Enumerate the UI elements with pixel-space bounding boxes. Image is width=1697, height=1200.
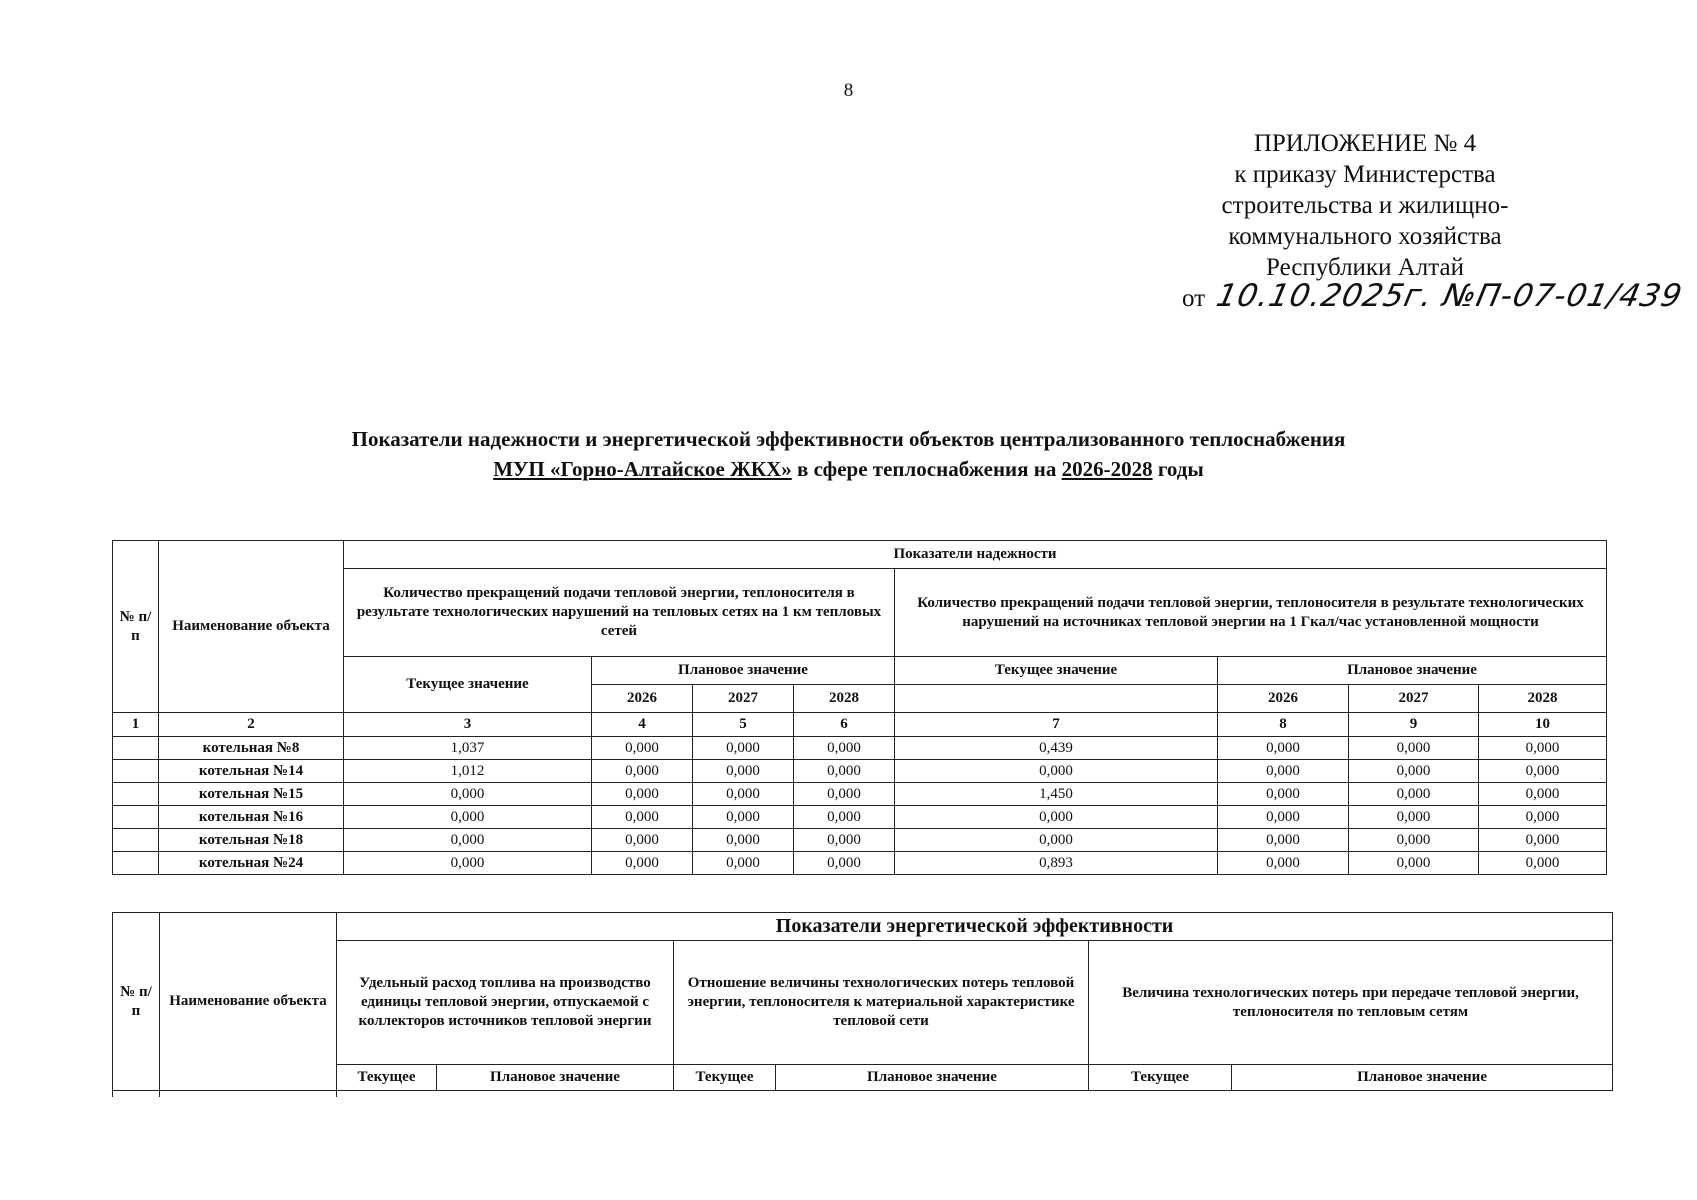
efficiency-table — [112, 912, 1613, 1097]
table-cut — [776, 1091, 1089, 1097]
value-cell: 0,000 — [794, 829, 895, 852]
object-name: котельная №24 — [159, 852, 344, 875]
column-number: 1 — [113, 713, 159, 737]
row-number — [113, 806, 159, 829]
value-cell: 0,000 — [794, 737, 895, 760]
header-year: 2028 — [1479, 685, 1607, 713]
table-cut — [160, 1091, 337, 1097]
header-name: Наименование объекта — [159, 541, 344, 713]
title-middle: в сфере теплоснабжения на — [791, 457, 1062, 481]
value-cell: 0,000 — [693, 760, 794, 783]
header-year: 2027 — [1349, 685, 1479, 713]
page-number: 8 — [843, 80, 854, 101]
value-cell: 0,000 — [794, 806, 895, 829]
header-network-interruptions: Количество прекращений подачи тепловой энергии, теплоносителя в результате технологических нарушений на тепловых сетях на 1 км тепловых сетей — [344, 569, 895, 657]
value-cell: 0,439 — [895, 737, 1218, 760]
header-year: 2028 — [794, 685, 895, 713]
header-planned: Плановое значение — [1232, 1065, 1613, 1091]
table-cut — [1232, 1091, 1613, 1097]
object-name: котельная №14 — [159, 760, 344, 783]
table-cut — [437, 1091, 674, 1097]
value-cell: 0,000 — [1218, 829, 1349, 852]
value-cell: 0,000 — [1349, 829, 1479, 852]
value-cell: 0,000 — [592, 852, 693, 875]
value-cell: 0,000 — [1349, 806, 1479, 829]
value-cell: 0,000 — [693, 852, 794, 875]
appendix-line: к приказу Министерства — [1234, 161, 1496, 188]
value-cell: 0,000 — [1218, 783, 1349, 806]
header-reliability: Показатели надежности — [344, 541, 1607, 569]
table-row — [113, 783, 1607, 806]
value-cell: 0,000 — [1349, 852, 1479, 875]
title-years: 2026-2028 — [1061, 457, 1153, 481]
value-cell: 0,000 — [1218, 806, 1349, 829]
value-cell: 0,000 — [895, 806, 1218, 829]
value-cell: 0,000 — [592, 806, 693, 829]
header-year: 2026 — [1218, 685, 1349, 713]
value-cell: 0,000 — [344, 783, 592, 806]
appendix-block — [1195, 128, 1535, 283]
header-current: Текущее — [674, 1065, 776, 1091]
reliability-table — [112, 540, 1607, 875]
value-cell: 0,000 — [693, 737, 794, 760]
header-planned: Плановое значение — [1218, 657, 1607, 685]
header-num: № п/п — [113, 541, 159, 713]
row-number — [113, 852, 159, 875]
header-planned: Плановое значение — [592, 657, 895, 685]
table-cut — [337, 1091, 437, 1097]
table-row — [113, 760, 1607, 783]
header-current: Текущее значение — [895, 657, 1218, 685]
header-technological-losses: Величина технологических потерь при передаче тепловой энергии, теплоносителя по тепловым сетям — [1089, 941, 1613, 1065]
table-row — [113, 829, 1607, 852]
value-cell: 0,893 — [895, 852, 1218, 875]
object-name: котельная №8 — [159, 737, 344, 760]
value-cell: 0,000 — [1218, 737, 1349, 760]
object-name: котельная №16 — [159, 806, 344, 829]
order-date-line — [1182, 278, 1686, 314]
value-cell: 0,000 — [1218, 852, 1349, 875]
row-number — [113, 783, 159, 806]
header-year: 2026 — [592, 685, 693, 713]
value-cell: 0,000 — [1479, 737, 1607, 760]
object-name: котельная №15 — [159, 783, 344, 806]
value-cell: 0,000 — [1479, 783, 1607, 806]
column-number: 10 — [1479, 713, 1607, 737]
object-name: котельная №18 — [159, 829, 344, 852]
header-current: Текущее значение — [344, 657, 592, 713]
column-number-row — [113, 713, 1607, 737]
header-name: Наименование объекта — [160, 913, 337, 1091]
value-cell: 1,012 — [344, 760, 592, 783]
header-source-interruptions: Количество прекращений подачи тепловой энергии, теплоносителя в результате технологических нарушений на источниках тепловой энергии на 1 Гкал/час установленной мощности — [895, 569, 1607, 657]
column-number: 7 — [895, 713, 1218, 737]
header-planned: Плановое значение — [437, 1065, 674, 1091]
column-number: 5 — [693, 713, 794, 737]
value-cell: 0,000 — [693, 806, 794, 829]
row-number — [113, 737, 159, 760]
appendix-title: ПРИЛОЖЕНИЕ № 4 — [1253, 130, 1477, 157]
value-cell: 0,000 — [794, 852, 895, 875]
row-number — [113, 829, 159, 852]
appendix-line: Республики Алтай — [1266, 254, 1464, 281]
table-row — [113, 806, 1607, 829]
value-cell: 0,000 — [344, 852, 592, 875]
value-cell: 0,000 — [1479, 829, 1607, 852]
value-cell: 0,000 — [1349, 737, 1479, 760]
value-cell: 1,450 — [895, 783, 1218, 806]
value-cell: 0,000 — [794, 760, 895, 783]
column-number: 2 — [159, 713, 344, 737]
value-cell: 0,000 — [1218, 760, 1349, 783]
appendix-line: коммунального хозяйства — [1228, 223, 1502, 250]
value-cell: 0,000 — [344, 806, 592, 829]
value-cell: 0,000 — [1349, 783, 1479, 806]
row-number — [113, 760, 159, 783]
header-efficiency: Показатели энергетической эффективности — [337, 913, 1613, 941]
value-cell: 0,000 — [693, 783, 794, 806]
appendix-line: строительства и жилищно- — [1221, 192, 1509, 219]
document-title-line-2 — [0, 457, 1697, 482]
document-title-line-1: Показатели надежности и энергетической эффективности объектов централизованного теплоснабжения — [351, 427, 1346, 451]
value-cell: 0,000 — [592, 737, 693, 760]
header-empty — [895, 685, 1218, 713]
column-number: 3 — [344, 713, 592, 737]
value-cell: 0,000 — [344, 829, 592, 852]
column-number: 6 — [794, 713, 895, 737]
value-cell: 0,000 — [1479, 760, 1607, 783]
table-cut — [1089, 1091, 1232, 1097]
header-current: Текущее — [1089, 1065, 1232, 1091]
header-fuel-consumption: Удельный расход топлива на производство единицы тепловой энергии, отпускаемой с коллекторов источников тепловой энергии — [337, 941, 674, 1065]
table-cut — [113, 1091, 160, 1097]
column-number: 8 — [1218, 713, 1349, 737]
value-cell: 0,000 — [895, 760, 1218, 783]
column-number: 9 — [1349, 713, 1479, 737]
value-cell: 0,000 — [895, 829, 1218, 852]
title-end: годы — [1152, 457, 1204, 481]
table-row — [113, 737, 1607, 760]
value-cell: 0,000 — [693, 829, 794, 852]
from-label: от — [1182, 285, 1206, 312]
value-cell: 0,000 — [1349, 760, 1479, 783]
handwritten-date-number: 10.10.2025г. №П-07-01/439 — [1213, 278, 1686, 314]
header-current: Текущее — [337, 1065, 437, 1091]
value-cell: 0,000 — [1479, 806, 1607, 829]
value-cell: 0,000 — [592, 760, 693, 783]
header-loss-ratio: Отношение величины технологических потерь тепловой энергии, теплоносителя к материальной характеристике тепловой сети — [674, 941, 1089, 1065]
header-planned: Плановое значение — [776, 1065, 1089, 1091]
value-cell: 0,000 — [794, 783, 895, 806]
organization-name: МУП «Горно-Алтайское ЖКХ» — [493, 457, 792, 481]
table-row — [113, 852, 1607, 875]
column-number: 4 — [592, 713, 693, 737]
table-cut — [674, 1091, 776, 1097]
value-cell: 0,000 — [1479, 852, 1607, 875]
value-cell: 0,000 — [592, 829, 693, 852]
value-cell: 1,037 — [344, 737, 592, 760]
header-num: № п/ п — [113, 913, 160, 1091]
header-year: 2027 — [693, 685, 794, 713]
value-cell: 0,000 — [592, 783, 693, 806]
reliability-table-body — [113, 737, 1607, 875]
